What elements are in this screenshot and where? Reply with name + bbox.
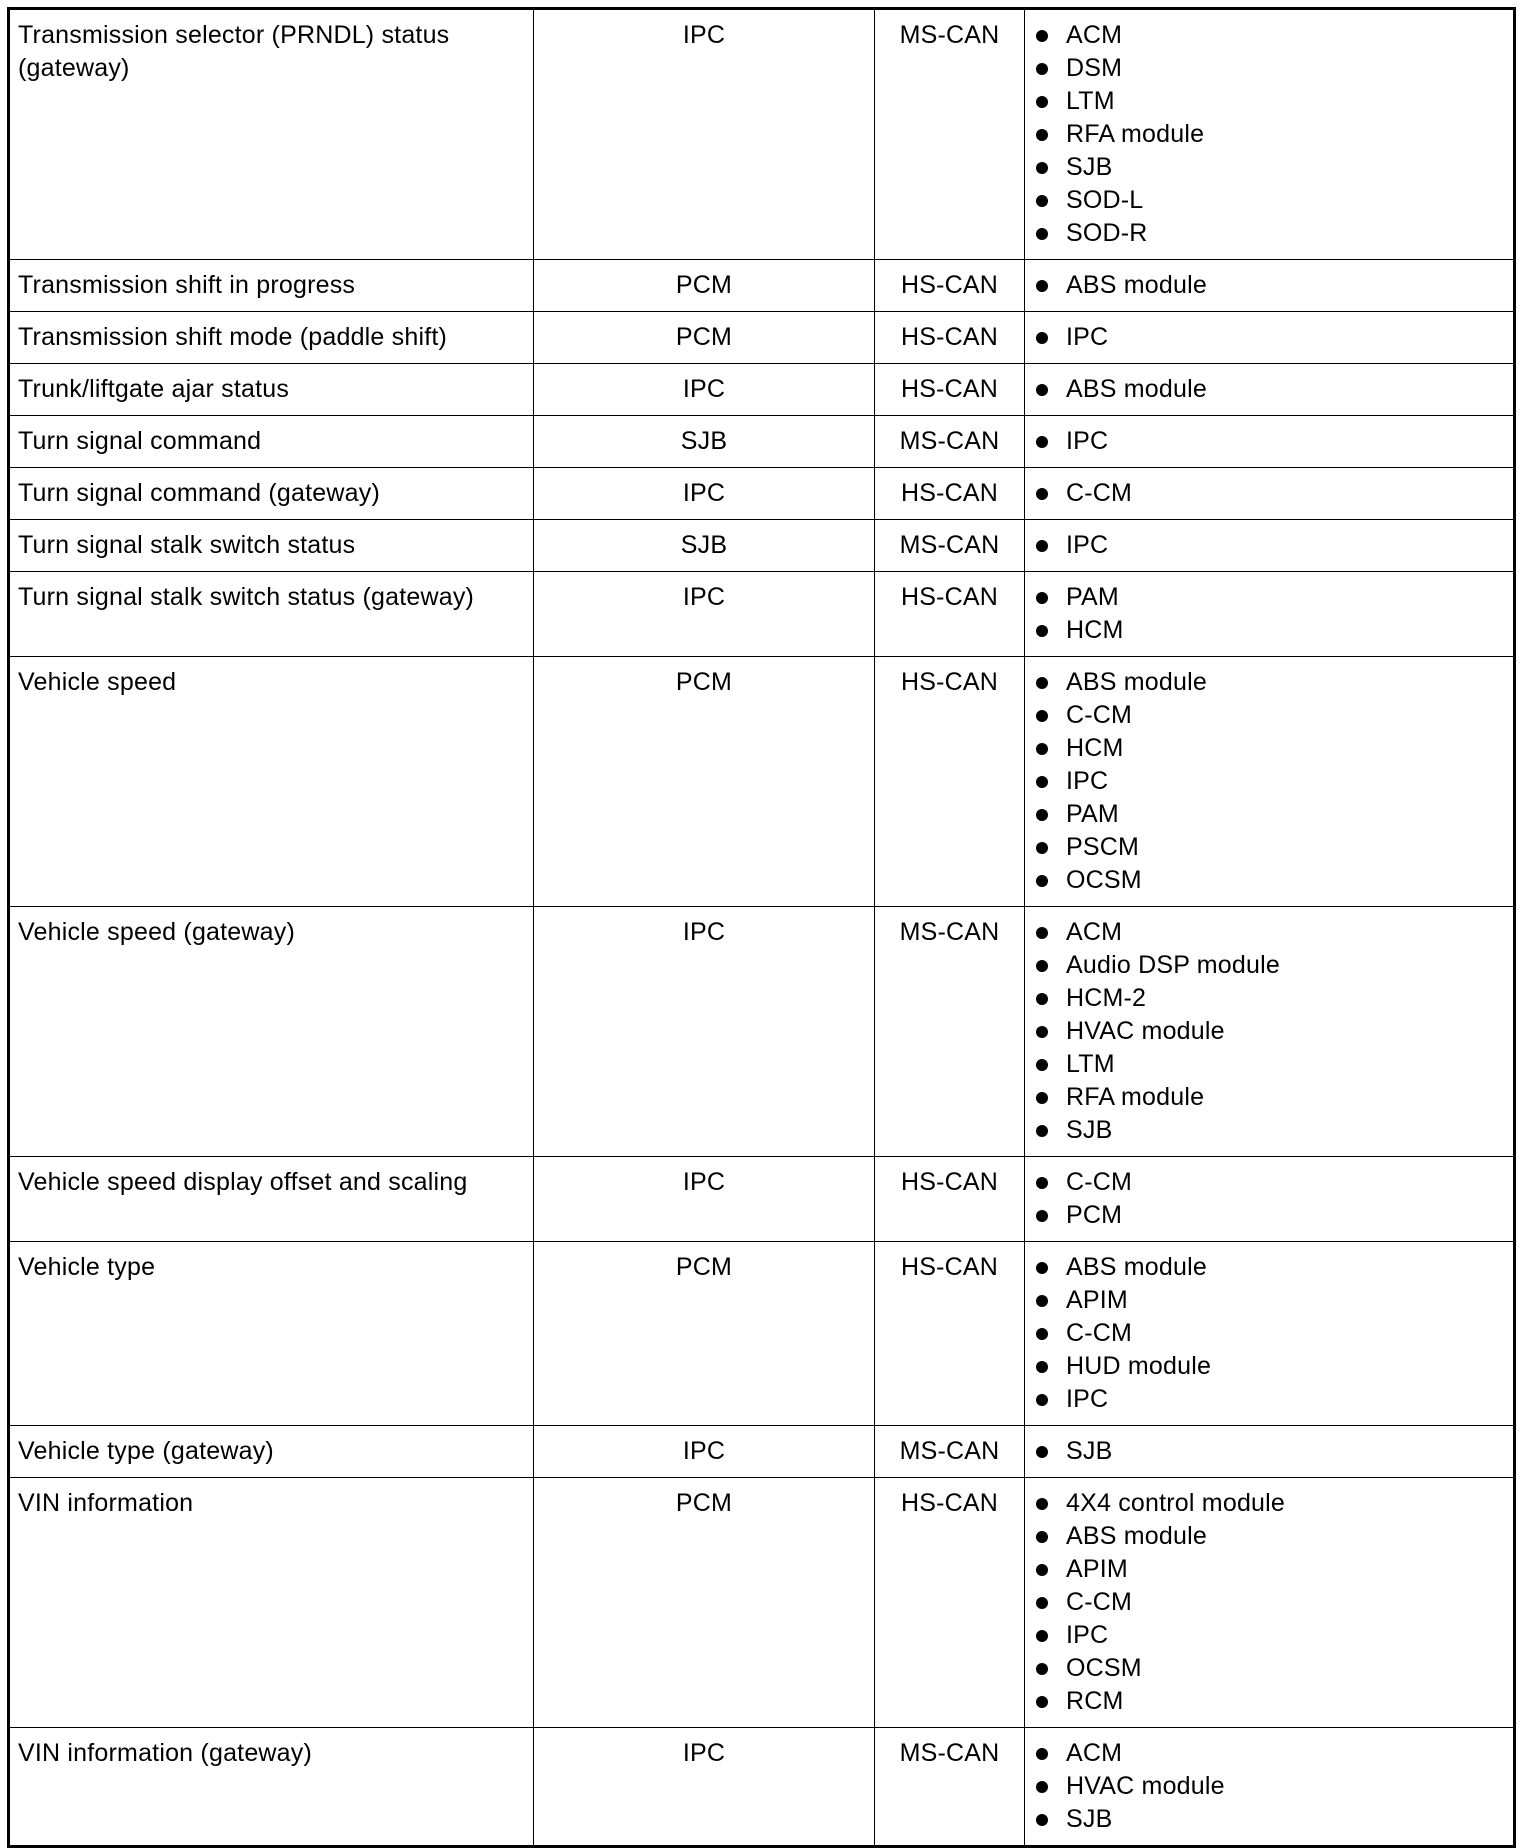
- originator-cell: IPC: [534, 1157, 875, 1242]
- receiver-label: APIM: [1066, 1555, 1128, 1583]
- bullet-icon: [1036, 1361, 1048, 1373]
- receiver-item: [1033, 581, 1505, 614]
- receiver-label: PSCM: [1066, 833, 1140, 861]
- receiver-item: [1033, 1317, 1505, 1350]
- message-cell: VIN information (gateway): [9, 1728, 534, 1847]
- bullet-icon: [1036, 488, 1048, 500]
- table-row: [9, 572, 1515, 657]
- receiver-label: HVAC module: [1066, 1772, 1225, 1800]
- bullet-icon: [1036, 1262, 1048, 1274]
- table-row: [9, 1478, 1515, 1728]
- receiver-item: [1033, 529, 1505, 562]
- bullet-icon: [1036, 1748, 1048, 1760]
- bullet-icon: [1036, 1531, 1048, 1543]
- receiver-label: HCM: [1066, 734, 1124, 762]
- table-row: [9, 1157, 1515, 1242]
- bullet-icon: [1036, 809, 1048, 821]
- receiver-item: [1033, 982, 1505, 1015]
- bullet-icon: [1036, 1059, 1048, 1071]
- receiver-item: [1033, 1166, 1505, 1199]
- bullet-icon: [1036, 625, 1048, 637]
- message-cell: Turn signal stalk switch status (gateway): [9, 572, 534, 657]
- receiver-item: [1033, 666, 1505, 699]
- receiver-label: LTM: [1066, 87, 1115, 115]
- receiver-item: [1033, 949, 1505, 982]
- originator-cell: IPC: [534, 9, 875, 260]
- bullet-icon: [1036, 1630, 1048, 1642]
- receiver-item: [1033, 85, 1505, 118]
- receiver-label: ABS module: [1066, 1253, 1207, 1281]
- network-cell: MS-CAN: [875, 416, 1025, 468]
- receiver-label: ABS module: [1066, 1522, 1207, 1550]
- receiver-list: [1033, 373, 1505, 406]
- network-cell: HS-CAN: [875, 312, 1025, 364]
- receiver-item: [1033, 798, 1505, 831]
- receiver-item: [1033, 52, 1505, 85]
- receiver-label: PAM: [1066, 583, 1119, 611]
- receiver-label: IPC: [1066, 531, 1109, 559]
- originator-cell: PCM: [534, 1242, 875, 1426]
- network-cell: MS-CAN: [875, 1426, 1025, 1478]
- table-row: [9, 907, 1515, 1157]
- bullet-icon: [1036, 280, 1048, 292]
- receiver-list: [1033, 477, 1505, 510]
- receiver-item: [1033, 269, 1505, 302]
- receiver-label: SJB: [1066, 153, 1113, 181]
- bullet-icon: [1036, 960, 1048, 972]
- receiver-label: ACM: [1066, 918, 1123, 946]
- bullet-icon: [1036, 1696, 1048, 1708]
- receiver-item: [1033, 118, 1505, 151]
- receiver-item: [1033, 151, 1505, 184]
- receiver-item: [1033, 699, 1505, 732]
- receiver-item: [1033, 1048, 1505, 1081]
- bullet-icon: [1036, 1498, 1048, 1510]
- receiver-item: [1033, 916, 1505, 949]
- receiver-item: [1033, 19, 1505, 52]
- receiver-label: C-CM: [1066, 479, 1133, 507]
- table-row: [9, 520, 1515, 572]
- receivers-cell: [1025, 572, 1515, 657]
- bullet-icon: [1036, 776, 1048, 788]
- originator-cell: PCM: [534, 260, 875, 312]
- receivers-cell: [1025, 260, 1515, 312]
- receiver-label: OCSM: [1066, 866, 1142, 894]
- originator-cell: IPC: [534, 364, 875, 416]
- receivers-cell: [1025, 1426, 1515, 1478]
- bullet-icon: [1036, 592, 1048, 604]
- receiver-list: [1033, 269, 1505, 302]
- network-cell: MS-CAN: [875, 520, 1025, 572]
- bullet-icon: [1036, 1125, 1048, 1137]
- message-cell: Transmission shift mode (paddle shift): [9, 312, 534, 364]
- table-row: [9, 1728, 1515, 1847]
- receiver-label: HVAC module: [1066, 1017, 1225, 1045]
- table-row: [9, 416, 1515, 468]
- bullet-icon: [1036, 710, 1048, 722]
- receiver-label: IPC: [1066, 1385, 1109, 1413]
- receiver-label: IPC: [1066, 323, 1109, 351]
- receiver-item: [1033, 1520, 1505, 1553]
- table-row: [9, 312, 1515, 364]
- bullet-icon: [1036, 63, 1048, 75]
- originator-cell: IPC: [534, 1426, 875, 1478]
- bullet-icon: [1036, 1663, 1048, 1675]
- receiver-item: [1033, 1435, 1505, 1468]
- receiver-label: ACM: [1066, 21, 1123, 49]
- receiver-list: [1033, 581, 1505, 647]
- message-cell: Vehicle type (gateway): [9, 1426, 534, 1478]
- network-cell: MS-CAN: [875, 9, 1025, 260]
- message-cell: Vehicle type: [9, 1242, 534, 1426]
- table-row: [9, 260, 1515, 312]
- table-row: [9, 9, 1515, 260]
- receivers-cell: [1025, 1478, 1515, 1728]
- bullet-icon: [1036, 1781, 1048, 1793]
- message-cell: VIN information: [9, 1478, 534, 1728]
- originator-cell: PCM: [534, 1478, 875, 1728]
- receiver-item: [1033, 765, 1505, 798]
- bullet-icon: [1036, 332, 1048, 344]
- receivers-cell: [1025, 520, 1515, 572]
- receivers-cell: [1025, 312, 1515, 364]
- receiver-list: [1033, 666, 1505, 897]
- message-cell: Vehicle speed: [9, 657, 534, 907]
- originator-cell: SJB: [534, 520, 875, 572]
- bullet-icon: [1036, 1177, 1048, 1189]
- table-body: [9, 9, 1515, 1847]
- network-cell: MS-CAN: [875, 907, 1025, 1157]
- receiver-label: RFA module: [1066, 120, 1205, 148]
- receiver-label: IPC: [1066, 427, 1109, 455]
- receiver-label: PCM: [1066, 1201, 1123, 1229]
- message-cell: Vehicle speed display offset and scaling: [9, 1157, 534, 1242]
- bullet-icon: [1036, 129, 1048, 141]
- receiver-item: [1033, 1737, 1505, 1770]
- receivers-cell: [1025, 1242, 1515, 1426]
- network-cell: HS-CAN: [875, 1157, 1025, 1242]
- originator-cell: IPC: [534, 1728, 875, 1847]
- receiver-list: [1033, 19, 1505, 250]
- bullet-icon: [1036, 993, 1048, 1005]
- bullet-icon: [1036, 927, 1048, 939]
- bullet-icon: [1036, 1092, 1048, 1104]
- bullet-icon: [1036, 1446, 1048, 1458]
- receiver-list: [1033, 529, 1505, 562]
- receiver-item: [1033, 373, 1505, 406]
- receiver-item: [1033, 1114, 1505, 1147]
- receiver-label: IPC: [1066, 1621, 1109, 1649]
- originator-cell: IPC: [534, 572, 875, 657]
- receiver-label: Audio DSP module: [1066, 951, 1280, 979]
- receiver-item: [1033, 1284, 1505, 1317]
- network-cell: HS-CAN: [875, 572, 1025, 657]
- bullet-icon: [1036, 1814, 1048, 1826]
- network-cell: HS-CAN: [875, 468, 1025, 520]
- receiver-item: [1033, 1586, 1505, 1619]
- message-cell: Vehicle speed (gateway): [9, 907, 534, 1157]
- table-row: [9, 364, 1515, 416]
- receiver-item: [1033, 1685, 1505, 1718]
- receiver-item: [1033, 477, 1505, 510]
- receiver-list: [1033, 1251, 1505, 1416]
- bullet-icon: [1036, 436, 1048, 448]
- message-cell: Turn signal command: [9, 416, 534, 468]
- receiver-item: [1033, 1619, 1505, 1652]
- receiver-label: SJB: [1066, 1437, 1113, 1465]
- receiver-item: [1033, 1081, 1505, 1114]
- receiver-item: [1033, 425, 1505, 458]
- receiver-label: HCM-2: [1066, 984, 1147, 1012]
- network-cell: HS-CAN: [875, 657, 1025, 907]
- bullet-icon: [1036, 195, 1048, 207]
- originator-cell: SJB: [534, 416, 875, 468]
- receiver-list: [1033, 1487, 1505, 1718]
- receiver-item: [1033, 1251, 1505, 1284]
- bullet-icon: [1036, 96, 1048, 108]
- receiver-item: [1033, 217, 1505, 250]
- bullet-icon: [1036, 1295, 1048, 1307]
- message-cell: Transmission selector (PRNDL) status (gateway): [9, 9, 534, 260]
- receiver-item: [1033, 831, 1505, 864]
- bullet-icon: [1036, 1597, 1048, 1609]
- receiver-item: [1033, 321, 1505, 354]
- receivers-cell: [1025, 1157, 1515, 1242]
- receiver-item: [1033, 1553, 1505, 1586]
- bullet-icon: [1036, 162, 1048, 174]
- receiver-label: ABS module: [1066, 668, 1207, 696]
- receivers-cell: [1025, 1728, 1515, 1847]
- bullet-icon: [1036, 743, 1048, 755]
- network-cell: HS-CAN: [875, 364, 1025, 416]
- receiver-item: [1033, 864, 1505, 897]
- receiver-label: SOD-L: [1066, 186, 1144, 214]
- receiver-label: SJB: [1066, 1805, 1113, 1833]
- bullet-icon: [1036, 1328, 1048, 1340]
- network-cell: MS-CAN: [875, 1728, 1025, 1847]
- receiver-list: [1033, 321, 1505, 354]
- originator-cell: IPC: [534, 907, 875, 1157]
- receiver-label: RCM: [1066, 1687, 1124, 1715]
- bullet-icon: [1036, 1564, 1048, 1576]
- document-page: [7, 7, 1513, 1848]
- receiver-label: PAM: [1066, 800, 1119, 828]
- bullet-icon: [1036, 540, 1048, 552]
- receiver-item: [1033, 1803, 1505, 1836]
- network-cell: HS-CAN: [875, 1242, 1025, 1426]
- receiver-label: C-CM: [1066, 701, 1133, 729]
- receiver-label: LTM: [1066, 1050, 1115, 1078]
- receiver-label: ABS module: [1066, 271, 1207, 299]
- receiver-item: [1033, 1487, 1505, 1520]
- receiver-label: ABS module: [1066, 375, 1207, 403]
- message-cell: Turn signal stalk switch status: [9, 520, 534, 572]
- receiver-item: [1033, 1015, 1505, 1048]
- receiver-label: DSM: [1066, 54, 1123, 82]
- message-cell: Turn signal command (gateway): [9, 468, 534, 520]
- network-message-table: [7, 7, 1516, 1848]
- message-cell: Transmission shift in progress: [9, 260, 534, 312]
- network-cell: HS-CAN: [875, 260, 1025, 312]
- receiver-label: IPC: [1066, 767, 1109, 795]
- bullet-icon: [1036, 1210, 1048, 1222]
- bullet-icon: [1036, 1026, 1048, 1038]
- bullet-icon: [1036, 30, 1048, 42]
- receiver-label: C-CM: [1066, 1319, 1133, 1347]
- receiver-list: [1033, 1166, 1505, 1232]
- bullet-icon: [1036, 842, 1048, 854]
- receiver-item: [1033, 1383, 1505, 1416]
- bullet-icon: [1036, 677, 1048, 689]
- receiver-label: SOD-R: [1066, 219, 1148, 247]
- bullet-icon: [1036, 875, 1048, 887]
- originator-cell: PCM: [534, 312, 875, 364]
- receivers-cell: [1025, 364, 1515, 416]
- receiver-label: OCSM: [1066, 1654, 1142, 1682]
- receiver-list: [1033, 1737, 1505, 1836]
- table-row: [9, 468, 1515, 520]
- receiver-label: RFA module: [1066, 1083, 1205, 1111]
- receivers-cell: [1025, 9, 1515, 260]
- receiver-list: [1033, 1435, 1505, 1468]
- table-row: [9, 1242, 1515, 1426]
- table-row: [9, 657, 1515, 907]
- receiver-label: C-CM: [1066, 1588, 1133, 1616]
- receiver-item: [1033, 184, 1505, 217]
- receiver-list: [1033, 916, 1505, 1147]
- bullet-icon: [1036, 228, 1048, 240]
- receiver-item: [1033, 1199, 1505, 1232]
- receiver-item: [1033, 614, 1505, 647]
- receiver-item: [1033, 1770, 1505, 1803]
- receiver-list: [1033, 425, 1505, 458]
- receiver-label: HCM: [1066, 616, 1124, 644]
- receiver-item: [1033, 1350, 1505, 1383]
- network-cell: HS-CAN: [875, 1478, 1025, 1728]
- receivers-cell: [1025, 907, 1515, 1157]
- receivers-cell: [1025, 657, 1515, 907]
- receivers-cell: [1025, 468, 1515, 520]
- originator-cell: PCM: [534, 657, 875, 907]
- receiver-label: APIM: [1066, 1286, 1128, 1314]
- receiver-label: ACM: [1066, 1739, 1123, 1767]
- receiver-label: C-CM: [1066, 1168, 1133, 1196]
- bullet-icon: [1036, 1394, 1048, 1406]
- receiver-item: [1033, 732, 1505, 765]
- receivers-cell: [1025, 416, 1515, 468]
- message-cell: Trunk/liftgate ajar status: [9, 364, 534, 416]
- receiver-label: HUD module: [1066, 1352, 1212, 1380]
- receiver-item: [1033, 1652, 1505, 1685]
- originator-cell: IPC: [534, 468, 875, 520]
- bullet-icon: [1036, 384, 1048, 396]
- receiver-label: 4X4 control module: [1066, 1489, 1286, 1517]
- receiver-label: SJB: [1066, 1116, 1113, 1144]
- table-row: [9, 1426, 1515, 1478]
